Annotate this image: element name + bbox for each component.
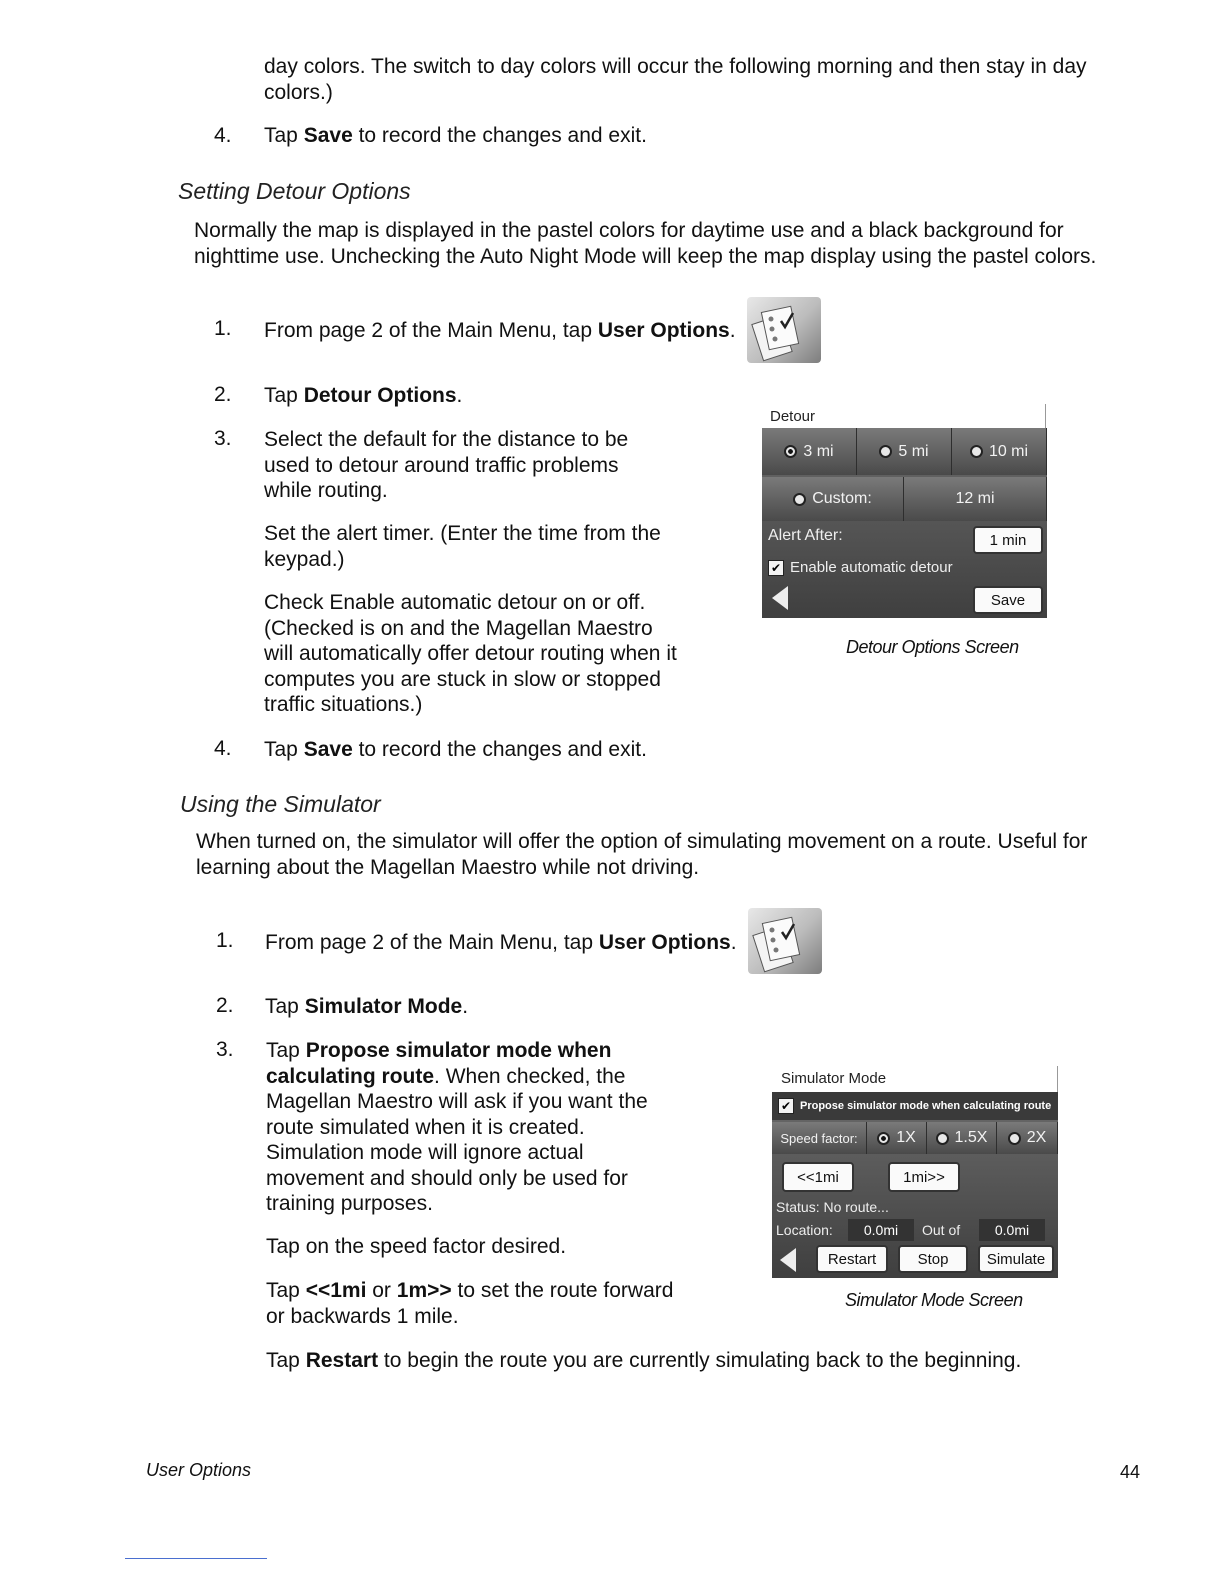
check-icon: ✔ bbox=[778, 1098, 794, 1114]
page-number: 44 bbox=[1120, 1462, 1141, 1482]
forward-one-mile-button[interactable]: 1mi>> bbox=[888, 1162, 960, 1192]
section-heading: Using the Simulator bbox=[180, 791, 381, 817]
option-label: 3 mi bbox=[803, 442, 834, 460]
location-value: 0.0mi bbox=[848, 1219, 914, 1241]
speed-factor-label: Speed factor: bbox=[772, 1122, 867, 1154]
option-label: 5 mi bbox=[898, 442, 929, 460]
footer-section: User Options bbox=[146, 1460, 252, 1480]
step-text: From page 2 of the Main Menu, tap User Options. bbox=[265, 931, 737, 954]
user-options-icon bbox=[747, 297, 821, 363]
step-number: 3. bbox=[214, 427, 232, 450]
step-text: Tap Detour Options. bbox=[264, 384, 463, 407]
checkbox-label: Propose simulator mode when calculating route bbox=[800, 1100, 1052, 1112]
back-arrow-icon[interactable] bbox=[772, 586, 788, 610]
step-text: Select the default for the distance to be used to detour around traffic problems while routing. bbox=[264, 428, 629, 502]
check-icon: ✔ bbox=[768, 560, 784, 576]
status-text: Status: No route... bbox=[776, 1199, 889, 1215]
option-label: 10 mi bbox=[988, 442, 1029, 460]
enable-detour-checkbox[interactable] bbox=[768, 559, 953, 576]
figure-caption: Simulator Mode Screen bbox=[845, 1290, 1023, 1310]
option-label: Custom: bbox=[812, 490, 872, 507]
speed-option-1x[interactable] bbox=[867, 1122, 927, 1154]
step-text: Tap Propose simulator mode when calculating route. When checked, the Magellan Maestro will ask if you want the route simulated when it is created. Simulation mode will ignore actual movement and should only be used for training purposes. bbox=[266, 1039, 648, 1215]
distance-option-custom[interactable] bbox=[762, 477, 904, 521]
alert-after-label: Alert After: bbox=[768, 527, 843, 544]
speed-option-2x[interactable] bbox=[997, 1122, 1058, 1154]
radio-icon bbox=[877, 1132, 890, 1145]
paragraph: Set the alert timer. (Enter the time from the keypad.) bbox=[264, 522, 661, 571]
continuation-text: day colors. The switch to day colors will occur the following morning and then stay in day colors.) bbox=[264, 55, 1087, 104]
option-label: 1.5X bbox=[954, 1129, 988, 1146]
step-number: 4. bbox=[214, 124, 232, 147]
step-number: 2. bbox=[214, 383, 232, 406]
divider bbox=[1045, 404, 1046, 428]
paragraph: Check Enable automatic detour on or off. (Checked is on and the Magellan Maestro will automatically offer detour routing when it computes you are stuck in slow or stopped traffic situations.) bbox=[264, 591, 677, 716]
propose-simulator-checkbox[interactable] bbox=[772, 1092, 1058, 1120]
location-label: Location: bbox=[776, 1222, 833, 1238]
step-number: 1. bbox=[216, 929, 234, 952]
step-number: 2. bbox=[216, 994, 234, 1017]
figure-caption: Detour Options Screen bbox=[846, 637, 1019, 657]
back-arrow-icon[interactable] bbox=[780, 1248, 796, 1272]
paragraph: Tap <<1mi or 1m>> to set the route forward or backwards 1 mile. bbox=[266, 1279, 674, 1328]
simulate-button[interactable]: Simulate bbox=[978, 1245, 1054, 1273]
divider bbox=[1057, 1066, 1058, 1092]
step-text: Tap Save to record the changes and exit. bbox=[264, 738, 647, 761]
radio-icon bbox=[970, 445, 983, 458]
simulator-screen bbox=[772, 1092, 1058, 1278]
distance-option-3mi[interactable] bbox=[762, 428, 857, 475]
section-intro: When turned on, the simulator will offer the option of simulating movement on a route. Useful for learning about the Magellan Maestro while not driving. bbox=[196, 830, 1088, 879]
out-of-value: 0.0mi bbox=[979, 1219, 1045, 1241]
radio-icon bbox=[879, 445, 892, 458]
step-number: 1. bbox=[214, 317, 232, 340]
paragraph: Tap Restart to begin the route you are currently simulating back to the beginning. bbox=[266, 1349, 1022, 1372]
step-text: Tap Simulator Mode. bbox=[265, 995, 469, 1018]
step-text: From page 2 of the Main Menu, tap User Options. bbox=[264, 319, 736, 342]
radio-icon bbox=[793, 493, 806, 506]
option-label: 2X bbox=[1026, 1129, 1047, 1146]
back-one-mile-button[interactable]: <<1mi bbox=[782, 1162, 854, 1192]
user-options-icon bbox=[748, 908, 822, 974]
alert-time-field[interactable]: 1 min bbox=[973, 526, 1043, 554]
radio-icon bbox=[784, 445, 797, 458]
radio-icon bbox=[936, 1132, 949, 1145]
restart-button[interactable]: Restart bbox=[816, 1245, 888, 1273]
radio-icon bbox=[1008, 1132, 1021, 1145]
stop-button[interactable]: Stop bbox=[898, 1245, 968, 1273]
option-label: 1X bbox=[896, 1129, 916, 1146]
step-number: 4. bbox=[214, 737, 232, 760]
paragraph: Tap on the speed factor desired. bbox=[266, 1235, 567, 1258]
divider bbox=[125, 1558, 267, 1559]
save-button[interactable]: Save bbox=[973, 586, 1043, 614]
checkbox-label: Enable automatic detour bbox=[790, 559, 953, 576]
section-heading: Setting Detour Options bbox=[178, 178, 411, 204]
step-number: 3. bbox=[216, 1038, 234, 1061]
detour-screen bbox=[762, 428, 1047, 618]
screen-title: Simulator Mode bbox=[781, 1070, 887, 1087]
out-of-label: Out of bbox=[922, 1222, 961, 1238]
distance-option-10mi[interactable] bbox=[952, 428, 1047, 475]
section-intro: Normally the map is displayed in the pastel colors for daytime use and a black background for nighttime use. Unchecking the Auto Night Mode will keep the map display using the pastel colors. bbox=[194, 219, 1097, 268]
speed-option-1-5x[interactable] bbox=[927, 1122, 997, 1154]
step-text: Tap Save to record the changes and exit. bbox=[264, 124, 647, 147]
screen-title: Detour bbox=[770, 408, 816, 425]
distance-option-5mi[interactable] bbox=[857, 428, 952, 475]
custom-distance-value[interactable]: 12 mi bbox=[904, 477, 1047, 521]
